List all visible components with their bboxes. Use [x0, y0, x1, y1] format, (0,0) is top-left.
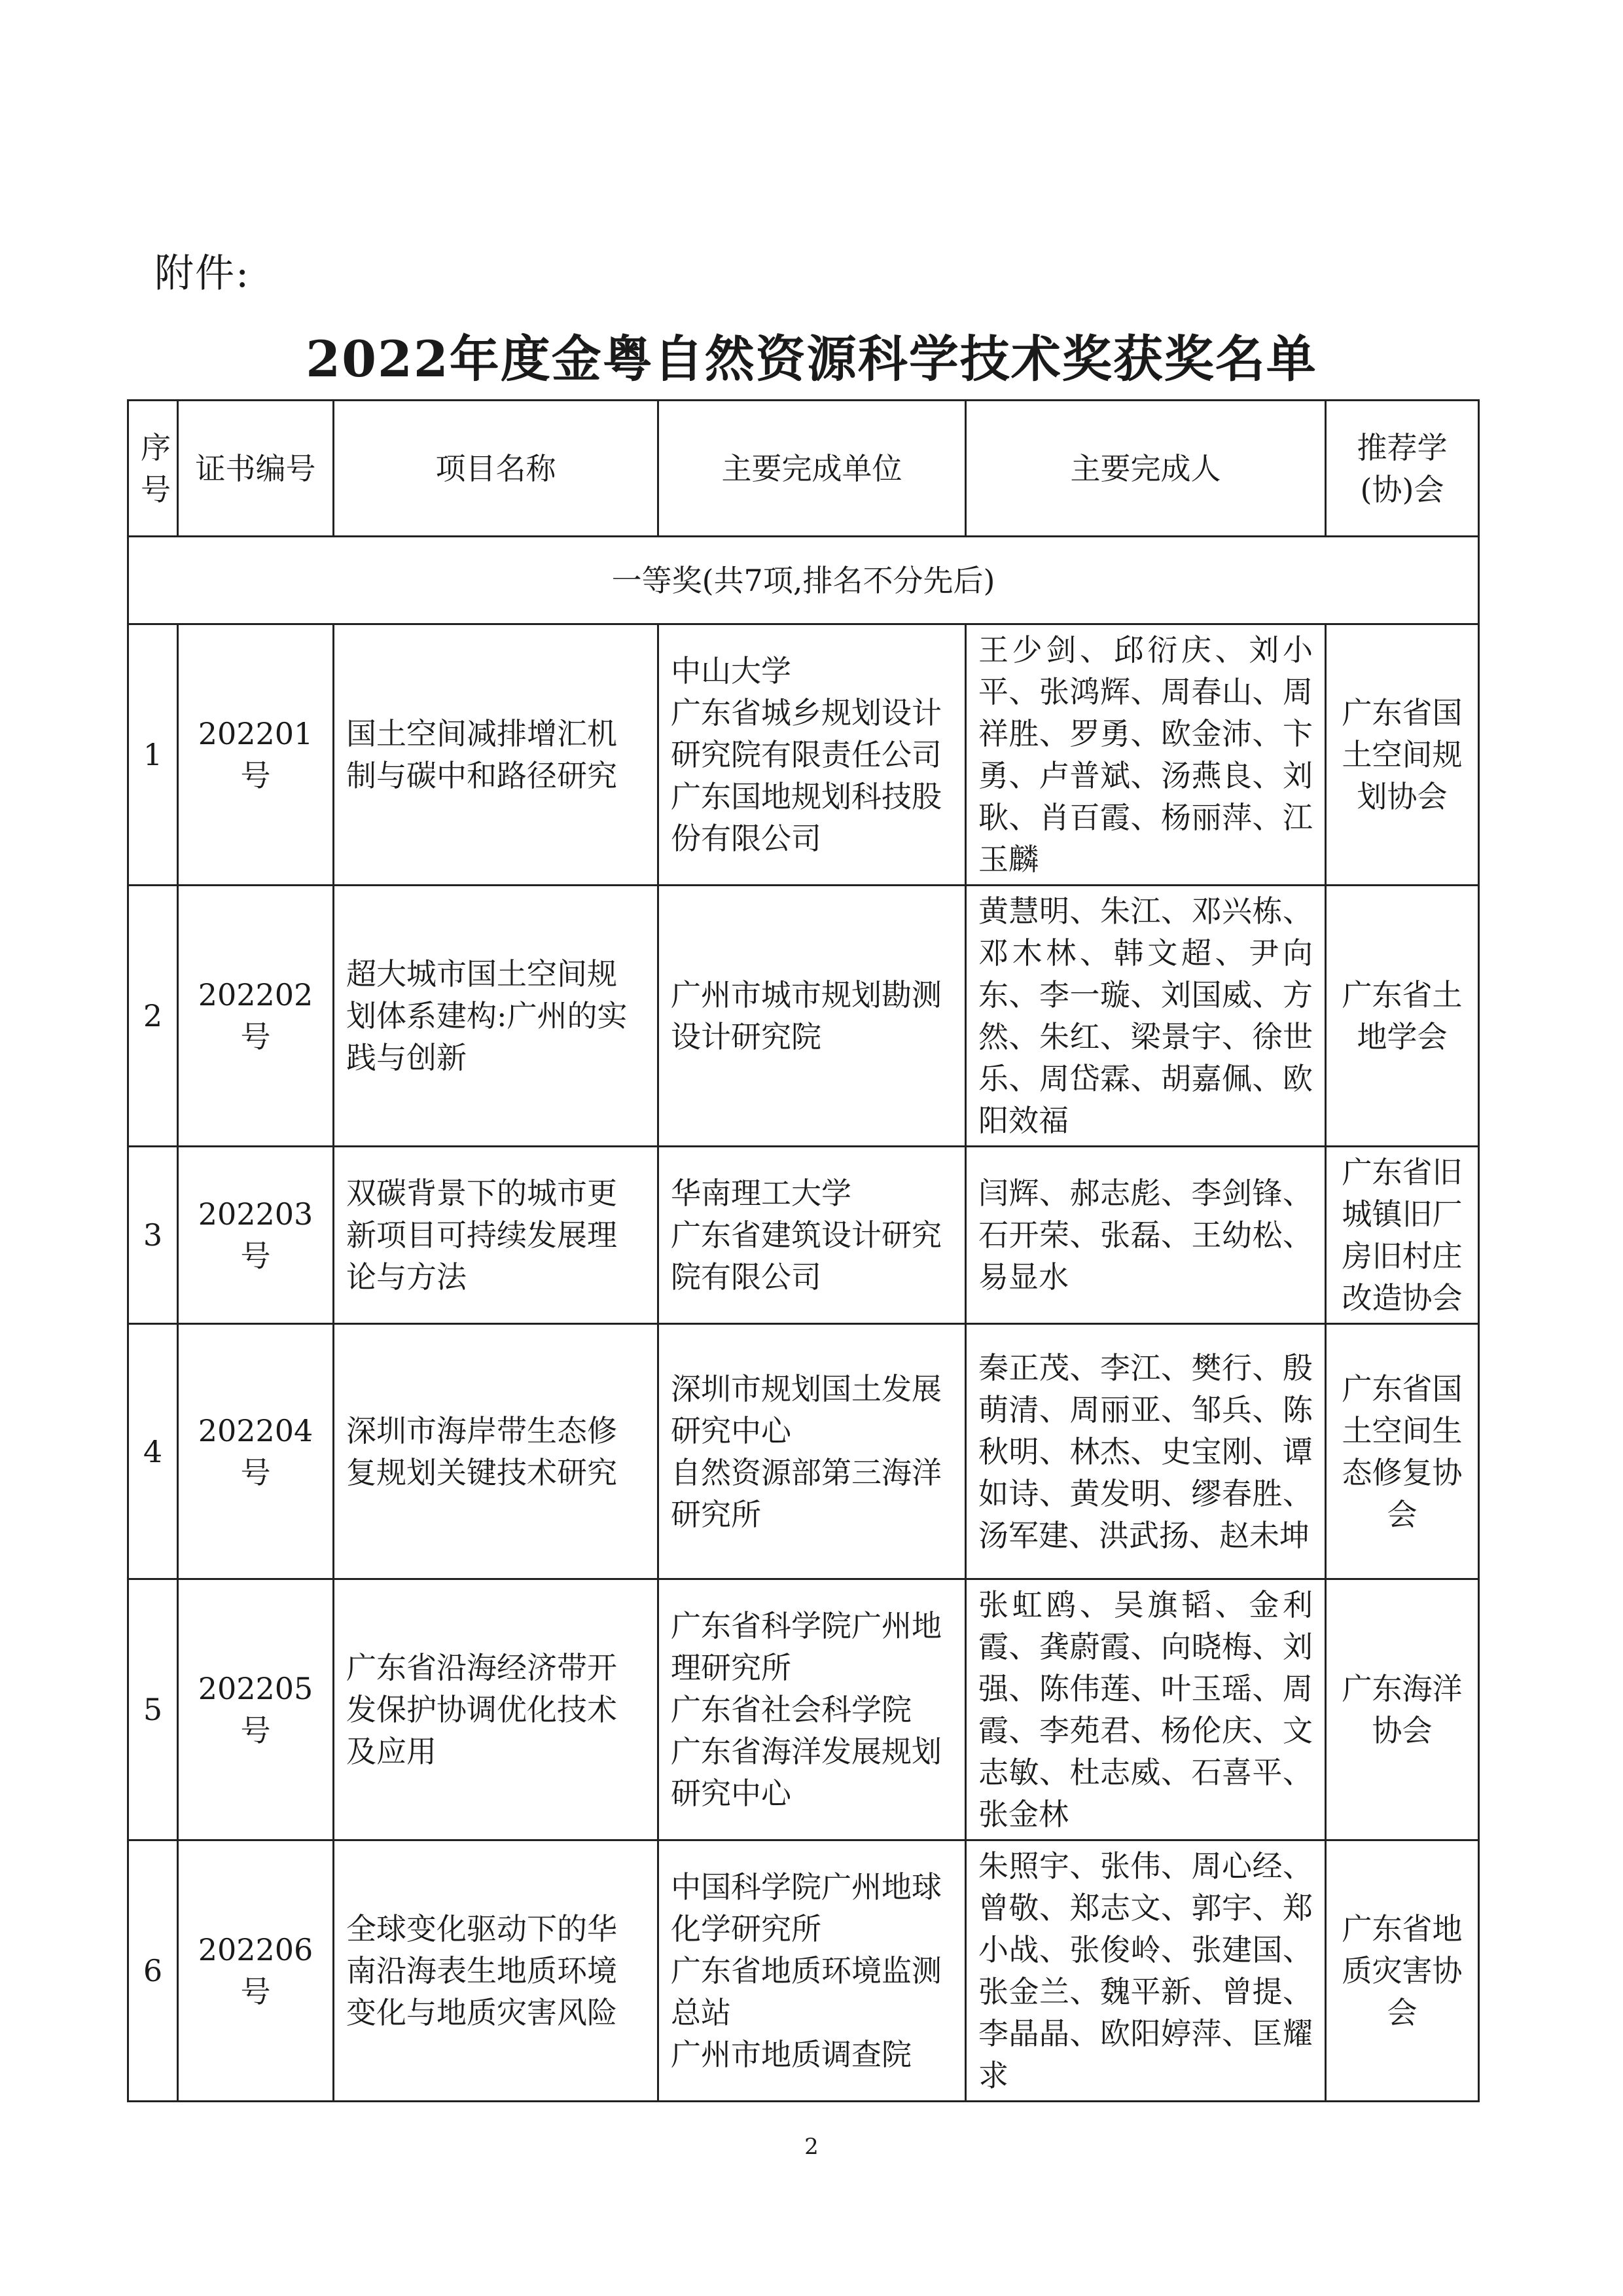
cell-cert: 202205号	[178, 1579, 334, 1840]
header-project: 项目名称	[334, 401, 658, 537]
table-row	[128, 1147, 1479, 1324]
cell-project: 国土空间减排增汇机制与碳中和路径研究	[334, 624, 658, 886]
table-header-row	[128, 401, 1479, 537]
cell-cert: 202206号	[178, 1840, 334, 2102]
cell-units: 深圳市规划国土发展研究中心 自然资源部第三海洋研究所	[658, 1324, 966, 1579]
cell-society: 广东省土地学会	[1326, 886, 1479, 1147]
cell-people: 黄慧明、朱江、邓兴栋、邓木林、韩文超、尹向东、李一璇、刘国威、方然、朱红、梁景宇、徐世乐、周岱霖、胡嘉佩、欧阳效福	[966, 886, 1326, 1147]
document-title: 2022年度金粤自然资源科学技术奖获奖名单	[306, 330, 1317, 388]
cell-society: 广东省国土空间规划协会	[1326, 624, 1479, 886]
header-seq: 序号	[128, 401, 178, 537]
cell-cert: 202203号	[178, 1147, 334, 1324]
cell-units: 广州市城市规划勘测设计研究院	[658, 886, 966, 1147]
cell-people: 张虹鸥、吴旗韬、金利霞、龚蔚霞、向晓梅、刘强、陈伟莲、叶玉瑶、周霞、李苑君、杨伦庆、文志敏、杜志威、石喜平、张金林	[966, 1579, 1326, 1840]
cell-society: 广东省旧城镇旧厂房旧村庄改造协会	[1326, 1147, 1479, 1324]
cell-seq: 4	[128, 1324, 178, 1579]
cell-people: 朱照宇、张伟、周心经、曾敬、郑志文、郭宇、郑小战、张俊岭、张建国、张金兰、魏平新、曾提、李晶晶、欧阳婷萍、匡耀求	[966, 1840, 1326, 2102]
cell-project: 深圳市海岸带生态修复规划关键技术研究	[334, 1324, 658, 1579]
cell-people: 闫辉、郝志彪、李剑锋、石开荣、张磊、王幼松、易显水	[966, 1147, 1326, 1324]
header-people: 主要完成人	[966, 401, 1326, 537]
cell-seq: 1	[128, 624, 178, 886]
cell-society: 广东省地质灾害协会	[1326, 1840, 1479, 2102]
cell-society: 广东海洋协会	[1326, 1579, 1479, 1840]
table-row	[128, 886, 1479, 1147]
cell-project: 全球变化驱动下的华南沿海表生地质环境变化与地质灾害风险	[334, 1840, 658, 2102]
cell-people: 秦正茂、李江、樊行、殷萌清、周丽亚、邹兵、陈秋明、林杰、史宝刚、谭如诗、黄发明、缪春胜、汤军建、洪武扬、赵未坤	[966, 1324, 1326, 1579]
cell-cert: 202204号	[178, 1324, 334, 1579]
cell-cert: 202201号	[178, 624, 334, 886]
cell-seq: 2	[128, 886, 178, 1147]
cell-project: 广东省沿海经济带开发保护协调优化技术及应用	[334, 1579, 658, 1840]
awards-table	[127, 399, 1480, 2102]
cell-project: 超大城市国土空间规划体系建构:广州的实践与创新	[334, 886, 658, 1147]
table-row	[128, 1579, 1479, 1840]
section-row	[128, 537, 1479, 624]
cell-project: 双碳背景下的城市更新项目可持续发展理论与方法	[334, 1147, 658, 1324]
cell-units: 中山大学 广东省城乡规划设计研究院有限责任公司 广东国地规划科技股份有限公司	[658, 624, 966, 886]
page-number: 2	[804, 2134, 819, 2160]
attachment-label: 附件:	[154, 251, 251, 296]
cell-units: 中国科学院广州地球化学研究所 广东省地质环境监测总站 广州市地质调查院	[658, 1840, 966, 2102]
cell-seq: 5	[128, 1579, 178, 1840]
header-society: 推荐学(协)会	[1326, 401, 1479, 537]
cell-cert: 202202号	[178, 886, 334, 1147]
cell-units: 华南理工大学 广东省建筑设计研究院有限公司	[658, 1147, 966, 1324]
cell-units: 广东省科学院广州地理研究所 广东省社会科学院 广东省海洋发展规划研究中心	[658, 1579, 966, 1840]
section-first-prize: 一等奖(共7项,排名不分先后)	[128, 537, 1479, 624]
cell-people: 王少剑、邱衍庆、刘小平、张鸿辉、周春山、周祥胜、罗勇、欧金沛、卞勇、卢普斌、汤燕良、刘耿、肖百霞、杨丽萍、江玉麟	[966, 624, 1326, 886]
cell-society: 广东省国土空间生态修复协会	[1326, 1324, 1479, 1579]
cell-seq: 3	[128, 1147, 178, 1324]
header-units: 主要完成单位	[658, 401, 966, 537]
header-cert: 证书编号	[178, 401, 334, 537]
table-row	[128, 1324, 1479, 1579]
table-row	[128, 624, 1479, 886]
table-row	[128, 1840, 1479, 2102]
cell-seq: 6	[128, 1840, 178, 2102]
